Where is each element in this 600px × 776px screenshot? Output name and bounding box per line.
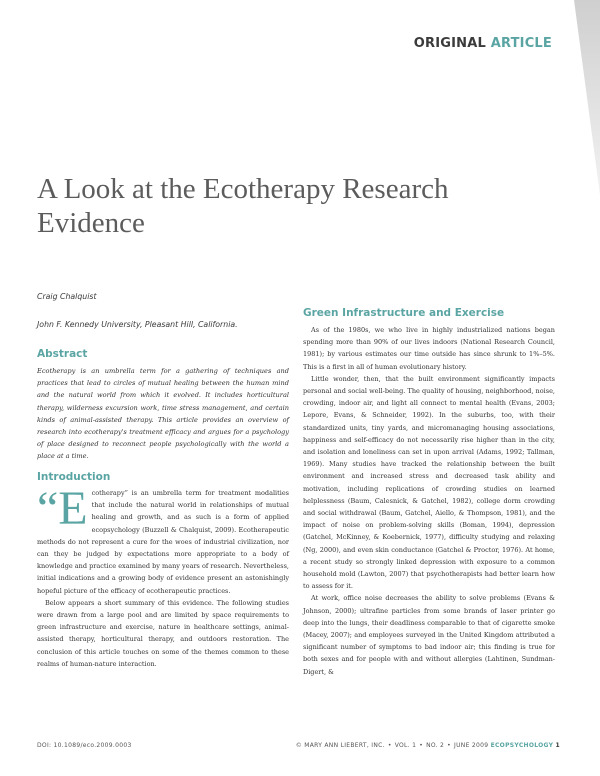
introduction-paragraph-1: cotherapy” is an umbrella term for treatment modalities that include the natural world in relationships of mutual healing and growth, and as such is a form of applied ecopsychology (Buzzell & Chalquist, 2009). Ecotherapeutic methods do not represent a cure for the woes of industrial civilization, nor can they be judged by expectations more appropriate to a body of knowledge and practice examined by many years of research. Nevertheless, initial indications and a growing body of evidence present an astonishingly hopeful picture of the efficacy of ecotherapeutic practices. — [37, 489, 289, 595]
green-paragraph-1: As of the 1980s, we who live in highly industrialized nations began spending more than 90% of our lives indoors (National Research Council, 1981); by various estimates our time outside has since shrunk to 1%–5%. This is a first in all of human evolutionary history. — [303, 326, 555, 371]
footer-journal: ECOPSYCHOLOGY — [490, 742, 554, 749]
footer-publisher: © MARY ANN LIEBERT, INC. — [295, 742, 385, 749]
author-affiliation: John F. Kennedy University, Pleasant Hill, California. — [37, 320, 238, 329]
footer-citation: © MARY ANN LIEBERT, INC. • VOL. 1 • NO. 2 • JUNE 2009 ECOPSYCHOLOGY 1 — [295, 742, 560, 749]
author-name: Craig Chalquist — [37, 292, 97, 301]
green-infrastructure-heading: Green Infrastructure and Exercise — [303, 307, 505, 319]
page-number: 1 — [555, 742, 560, 749]
introduction-heading: Introduction — [37, 471, 111, 483]
article-type-original: ORIGINAL — [413, 36, 486, 51]
introduction-paragraph — [37, 482, 289, 597]
footer-doi: DOI: 10.1089/eco.2009.0003 — [37, 742, 132, 749]
green-paragraph-2: Little wonder, then, that the built environment significantly impacts personal and social well-being. The quality of housing, neighborhood, noise, crowding, indoor air, and light all connect to mental health (Evans, 2003; Lepore, Evans, & Schneider, 1992). In the suburbs, too, with their standardized units, tiny yards, and micromanaging housing associations, happiness and self-efficacy do not necessarily rise higher than in the city, and isolation and loneliness can set in upon arrival (Adams, 1992; Tallman, 1969). Many studies have tracked the relationship between the built environment and increased stress and decreased task ability and motivation, including replications of crowding studies on learned helplessness (Baum, Calesnick, & Gatchel, 1982), college dorm crowding and social withdrawal (Baum, Gatchel, Aiello, & Thompson, 1981), and the impact of noise on problem-solving skills (Boman, 1994), depression (Gatchel, McKinney, & Koebernick, 1977), difficulty studying and relaxing (Ng, 2000), and even skin conductance (Gatchel & Proctor, 1976). At home, a recent study so strongly linked depression with exposure to a common household mold (Lawton, 2007) that psychotherapists had better learn how to assess for it. — [303, 374, 555, 591]
abstract-heading: Abstract — [37, 348, 88, 360]
abstract-text: Ecotherapy is an umbrella term for a gathering of techniques and practices that lead to circles of mutual healing between the human mind and the natural world from which it evolved. It includes horticultural therapy, wilderness excursion work, time stress management, and certain kinds of animal-assisted therapy. This article provides an overview of research into ecotherapy's treatment efficacy and argues for a psychology of place designed to reconnect people psychologically with the world a place at a time. — [37, 367, 289, 461]
drop-cap: “E — [37, 482, 88, 535]
footer-date: JUNE 2009 — [454, 742, 489, 749]
introduction-paragraph-2: Below appears a short summary of this evidence. The following studies were drawn from a large pool and are limited by space requirements to green infrastructure and exercise, nature in healthcare settings, animal-assisted therapy, horticultural therapy, and outdoors restoration. The conclusion of this article touches on some of the themes common to these realms of human-nature interaction. — [37, 598, 289, 668]
article-type-article: ARTICLE — [490, 36, 552, 51]
introduction-body — [37, 482, 289, 670]
green-paragraph-3: At work, office noise decreases the ability to solve problems (Evans & Johnson, 2000); ultrafine particles from some brands of laser printer go deep into the lungs, their deadliness comparable to that of cigarette smoke (Macey, 2007); and employees surveyed in the United Kingdom attributed a significant number of symptoms to bad indoor air; this finding is true for both sexes and for people with and without allergies (Lahtinen, Sundman-Digert, & — [303, 594, 555, 676]
green-infrastructure-body — [303, 324, 555, 678]
page-title: A Look at the Ecotherapy Research Evidence — [37, 173, 449, 239]
footer-volume: VOL. 1 — [394, 742, 417, 749]
article-type — [414, 36, 552, 51]
footer-number: NO. 2 — [426, 742, 445, 749]
corner-decoration — [574, 0, 600, 195]
